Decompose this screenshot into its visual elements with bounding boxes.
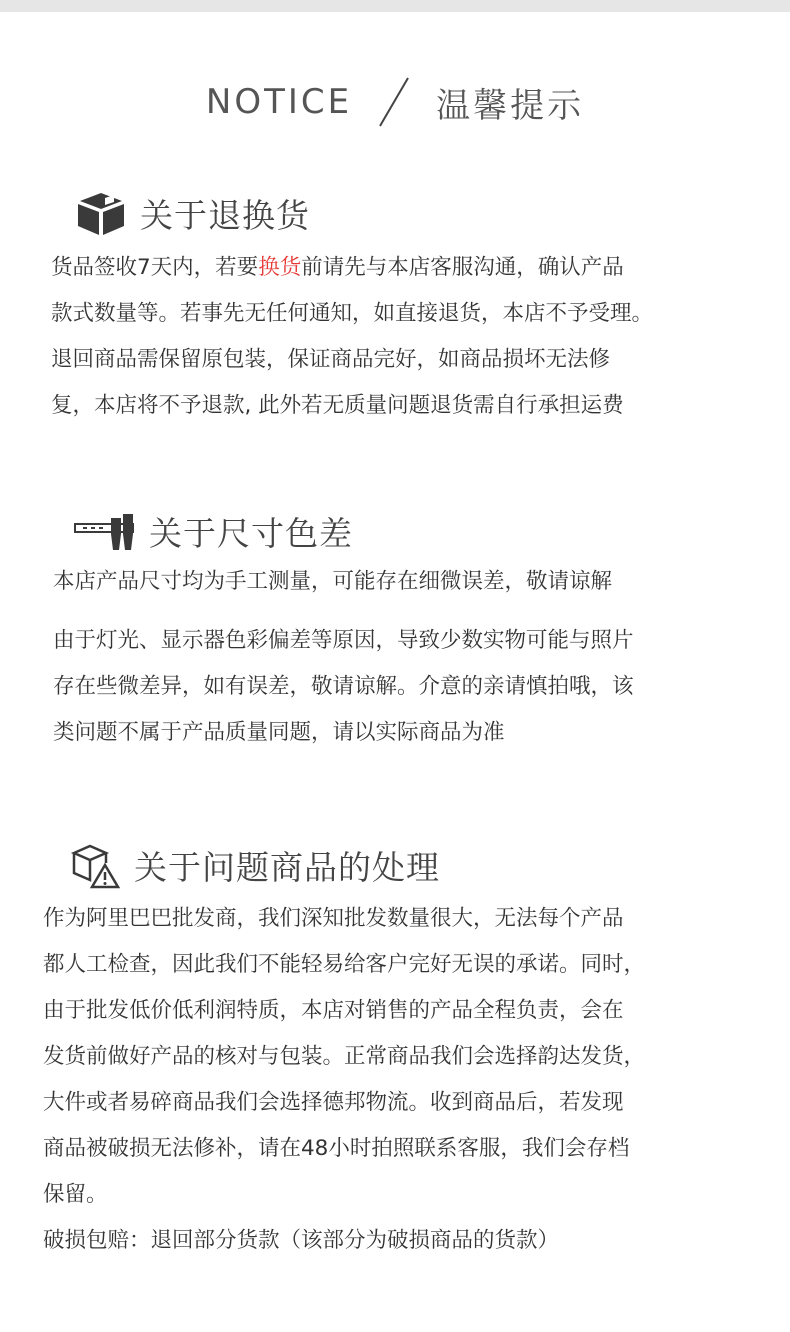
text-line: 款式数量等。若事先无任何通知，如直接退货，本店不予受理。 [51, 301, 654, 326]
text-line: 本店产品尺寸均为手工测量，可能存在细微误差，敬请谅解 [53, 569, 613, 594]
text-line: 类问题不属于产品质量同题，请以实际商品为准 [53, 720, 505, 745]
text-segment: 货品签收7天内，若要 [51, 255, 259, 280]
text-line: 存在些微差异，如有误差，敬请谅解。介意的亲请慎拍哦，该 [53, 674, 634, 699]
section-defects-body [43, 896, 645, 1264]
section-size-body [53, 618, 634, 756]
section-title-text: 关于退换货 [140, 196, 310, 235]
text-line: 破损包赔：退回部分货款（该部分为破损商品的货款） [43, 1228, 560, 1253]
notice-header [0, 72, 790, 132]
text-line [51, 245, 653, 291]
section-returns-title [76, 190, 310, 237]
box-icon [76, 191, 126, 237]
notice-english-title: NOTICE [205, 82, 353, 122]
section-title-text: 关于尺寸色差 [149, 514, 353, 553]
damaged-box-warning-icon [70, 843, 120, 889]
section-title-text: 关于问题商品的处理 [134, 848, 440, 887]
text-line: 作为阿里巴巴批发商，我们深知批发数量很大，无法每个产品 [43, 906, 624, 931]
section-returns-body [51, 245, 653, 429]
text-line: 由于灯光、显示器色彩偏差等原因，导致少数实物可能与照片 [53, 628, 634, 653]
highlight-text: 换货 [258, 255, 302, 280]
slash-divider-icon [374, 74, 414, 130]
text-segment: 前请先与本店客服沟通，确认产品 [301, 255, 624, 280]
section-size-title [73, 508, 353, 555]
text-line: 由于批发低价低利润特质，本店对销售的产品全程负责，会在 [43, 998, 624, 1023]
text-line: 发货前做好产品的核对与包装。正常商品我们会选择韵达发货， [43, 1044, 646, 1069]
section-defects-title [70, 842, 440, 889]
section-size-intro [53, 559, 612, 605]
notice-chinese-title: 温馨提示 [436, 85, 585, 126]
text-line: 退回商品需保留原包装，保证商品完好，如商品损坏无法修 [51, 347, 611, 372]
caliper-icon [73, 510, 135, 554]
text-line: 都人工检查，因此我们不能轻易给客户完好无误的承诺。同时， [43, 952, 646, 977]
text-line: 商品被破损无法修补，请在48小时拍照联系客服，我们会存档 [43, 1136, 630, 1161]
top-divider-bar [0, 0, 790, 12]
text-line: 保留。 [43, 1182, 108, 1207]
text-line: 复，本店将不予退款, 此外若无质量问题退货需自行承担运费 [51, 393, 624, 418]
text-line: 大件或者易碎商品我们会选择德邦物流。收到商品后，若发现 [43, 1090, 624, 1115]
